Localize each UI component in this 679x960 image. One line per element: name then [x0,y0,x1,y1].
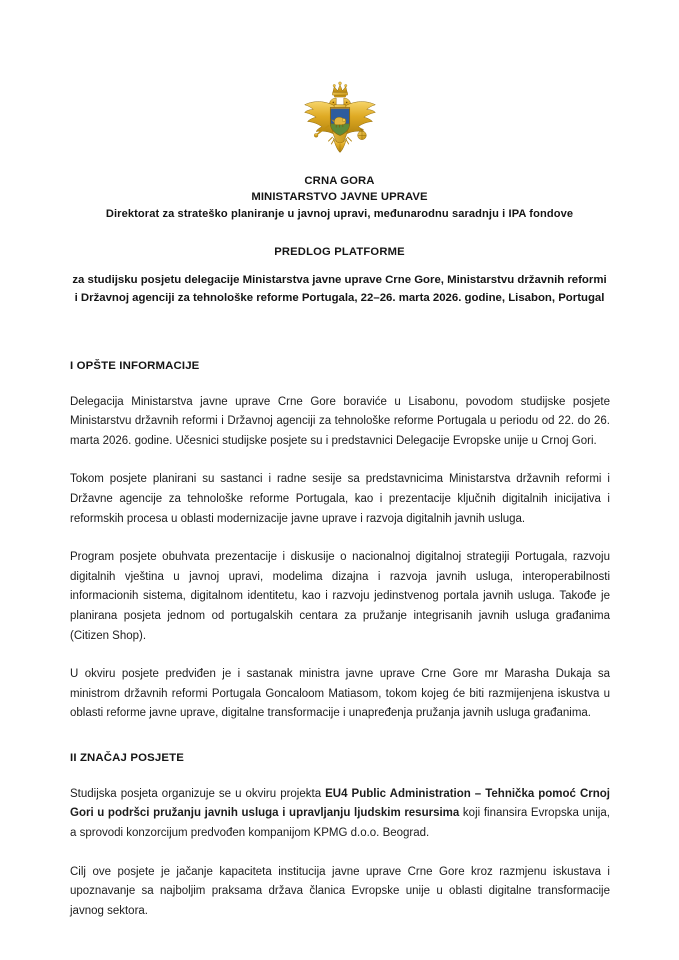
institution-header [0,173,679,222]
document-body [0,358,679,922]
paragraph-visit-goal: Cilj ove posjete je jačanje kapaciteta institucija javne uprave Crne Gore kroz razmjenu iskustava i upoznavanje sa najboljim praksama država članica Evropske unije u oblasti digitalne transformacije javnog sektora. [70,865,610,917]
document-title-block [0,244,679,308]
header-directorate: Direktorat za strateško planiranje u javnoj upravi, međunarodnu saradnju i IPA fondove [105,207,574,220]
paragraph-minister-meeting: U okviru posjete predviđen je i sastanak ministra javne uprave Crne Gore mr Marasha Dukaja sa ministrom državnih reformi Portugala Goncaloom Matiasom, tokom kojeg će biti razmijenjena iskustva u oblasti reforme javne uprave, digitalne transformacije i unapređenja pružanja javnih usluga građanima. [70,668,610,720]
emblem-container [0,0,679,164]
paragraph-program-content: Program posjete obuhvata prezentacije i diskusije o nacionalnoj digitalnoj strategiji Portugala, razvoju digitalnih vještina u javnoj upravi, modelima dizajna i razvoja javnih usluga, interoperabilnosti informacionih sistema, digitalnom identitetu, kao i razvoju jedinstvenog portala javnih usluga. Takođe je planirana posjeta jednom od portugalskih centara za pružanje integrisanih javnih usluga građanima (Citizen Shop). [70,551,610,642]
shield-icon [330,108,349,136]
paragraph-delegation-visit: Delegacija Ministarstva javne uprave Crne Gore boraviće u Lisabonu, povodom studijske posjete Ministarstvu državnih reformi i Državnoj agenciji za tehnološke reforme Portugala u periodu od 22. do 26. marta 2026. godine. Učesnici studijske posjete su i predstavnici Delegacije Evropske unije u Crnoj Gori. [70,395,610,447]
paragraph-meetings-sessions: Tokom posjete planirani su sastanci i radne sesije sa predstavnicima Ministarstva državnih reformi i Državne agencije za tehnološke reforme Portugala, kao i prezentacije ključnih digitalnih inicijativa i reformskih procesa u oblasti modernizacije javne uprave i razvoja digitalnih javnih usluga. [70,473,610,525]
project-text-post: koji finansira Evropska unija, a sprovodi konzorcijum predvođen kompanijom KPMG d.o.o. Beograd. [70,807,610,840]
section-heading-visit-significance: II ZNAČAJ POSJETE [70,751,184,764]
section-heading-general-information: I OPŠTE INFORMACIJE [70,359,200,372]
paragraph-project-framework [70,785,610,844]
document-subtitle: za studijsku posjetu delegacije Ministarstva javne uprave Crne Gore, Ministarstvu državnih reformi i Državnoj agenciji za tehnološke reforme Portugala, 22–26. marta 2026. godine, Lisabon, Portugal [72,274,607,304]
crown-icon [332,82,347,97]
coat-of-arms-of-montenegro-icon [292,78,388,164]
project-name-bold: EU4 Public Administration – Tehnička pomoć Crnoj Gori u podršci pružanju javnih usluga i upravljanju ljudskim resursima [70,787,611,820]
header-country: CRNA GORA [304,175,375,187]
header-ministry: MINISTARSTVO JAVNE UPRAVE [251,191,428,204]
project-text-pre: Studijska posjeta organizuje se u okviru projekta [70,787,326,800]
page-title: PREDLOG PLATFORME [274,245,405,258]
